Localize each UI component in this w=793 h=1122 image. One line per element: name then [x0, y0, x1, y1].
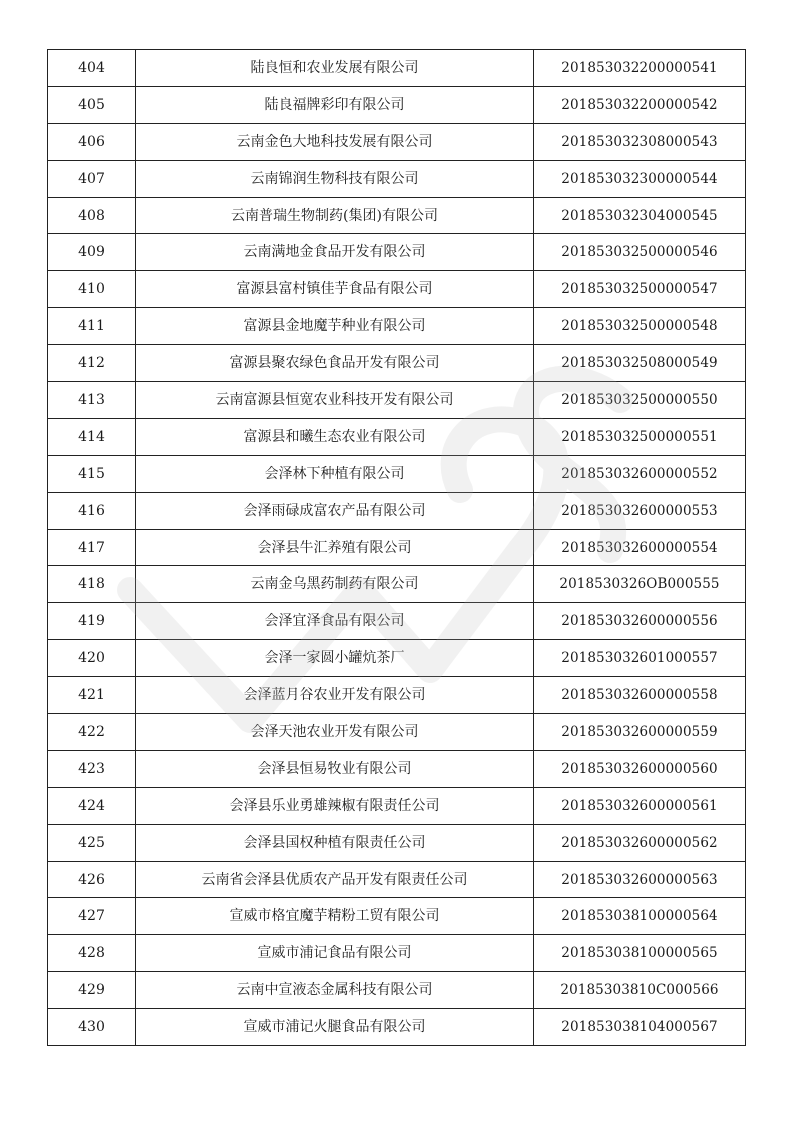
company-name: 宣威市格宜魔芋精粉工贸有限公司	[136, 898, 534, 935]
table-row	[48, 1009, 746, 1046]
row-number: 410	[48, 271, 136, 308]
company-name: 富源县金地魔芋种业有限公司	[136, 308, 534, 345]
company-name: 会泽县国权种植有限责任公司	[136, 824, 534, 861]
table-row	[48, 345, 746, 382]
table-row	[48, 529, 746, 566]
registration-code: 201853032200000542	[534, 86, 746, 123]
row-number: 415	[48, 455, 136, 492]
registration-code: 201853032308000543	[534, 123, 746, 160]
company-name: 陆良福牌彩印有限公司	[136, 86, 534, 123]
company-name: 云南金色大地科技发展有限公司	[136, 123, 534, 160]
registration-code: 20185303810C000566	[534, 972, 746, 1009]
registration-code: 201853038104000567	[534, 1009, 746, 1046]
table-row	[48, 86, 746, 123]
table-row	[48, 861, 746, 898]
registration-code: 201853032600000558	[534, 677, 746, 714]
table-row	[48, 271, 746, 308]
company-name: 云南金乌黑药制药有限公司	[136, 566, 534, 603]
company-name: 会泽宜泽食品有限公司	[136, 603, 534, 640]
row-number: 426	[48, 861, 136, 898]
company-name: 云南富源县恒宽农业科技开发有限公司	[136, 382, 534, 419]
registration-code: 2018530326OB000555	[534, 566, 746, 603]
registration-code: 201853032600000553	[534, 492, 746, 529]
table-row	[48, 308, 746, 345]
company-name: 富源县和曦生态农业有限公司	[136, 418, 534, 455]
registration-code: 201853038100000564	[534, 898, 746, 935]
company-name: 宣威市浦记火腿食品有限公司	[136, 1009, 534, 1046]
row-number: 427	[48, 898, 136, 935]
registration-code: 201853032600000552	[534, 455, 746, 492]
registration-code: 201853032500000546	[534, 234, 746, 271]
registration-code: 201853032601000557	[534, 640, 746, 677]
row-number: 419	[48, 603, 136, 640]
row-number: 413	[48, 382, 136, 419]
table-row	[48, 787, 746, 824]
company-name: 云南中宣液态金属科技有限公司	[136, 972, 534, 1009]
row-number: 425	[48, 824, 136, 861]
table-row	[48, 123, 746, 160]
registration-code: 201853032508000549	[534, 345, 746, 382]
table-row	[48, 677, 746, 714]
row-number: 412	[48, 345, 136, 382]
table-row	[48, 750, 746, 787]
row-number: 428	[48, 935, 136, 972]
registration-code: 201853032600000556	[534, 603, 746, 640]
company-name: 宣威市浦记食品有限公司	[136, 935, 534, 972]
company-name: 会泽县牛汇养殖有限公司	[136, 529, 534, 566]
registration-code: 201853032200000541	[534, 50, 746, 87]
table-body	[48, 50, 746, 1046]
row-number: 408	[48, 197, 136, 234]
company-name: 会泽县恒易牧业有限公司	[136, 750, 534, 787]
table-row	[48, 898, 746, 935]
company-name: 云南普瑞生物制药(集团)有限公司	[136, 197, 534, 234]
row-number: 416	[48, 492, 136, 529]
row-number: 422	[48, 714, 136, 751]
company-name: 会泽林下种植有限公司	[136, 455, 534, 492]
row-number: 418	[48, 566, 136, 603]
table-row	[48, 640, 746, 677]
table-row	[48, 197, 746, 234]
company-name: 云南满地金食品开发有限公司	[136, 234, 534, 271]
row-number: 420	[48, 640, 136, 677]
table-row	[48, 160, 746, 197]
company-name: 富源县富村镇佳芋食品有限公司	[136, 271, 534, 308]
row-number: 404	[48, 50, 136, 87]
row-number: 411	[48, 308, 136, 345]
table-row	[48, 234, 746, 271]
table-row	[48, 455, 746, 492]
table-row	[48, 714, 746, 751]
row-number: 424	[48, 787, 136, 824]
enterprise-registry-table	[47, 49, 746, 1046]
registration-code: 201853032600000554	[534, 529, 746, 566]
registration-code: 201853032304000545	[534, 197, 746, 234]
table-row	[48, 418, 746, 455]
company-name: 会泽一家圆小罐炕茶厂	[136, 640, 534, 677]
row-number: 429	[48, 972, 136, 1009]
registration-code: 201853032300000544	[534, 160, 746, 197]
company-name: 云南省会泽县优质农产品开发有限责任公司	[136, 861, 534, 898]
table-row	[48, 603, 746, 640]
row-number: 414	[48, 418, 136, 455]
table-row	[48, 492, 746, 529]
registration-code: 201853032500000551	[534, 418, 746, 455]
row-number: 430	[48, 1009, 136, 1046]
company-name: 富源县聚农绿色食品开发有限公司	[136, 345, 534, 382]
company-name: 陆良恒和农业发展有限公司	[136, 50, 534, 87]
table-row	[48, 566, 746, 603]
company-name: 会泽雨碌成富农产品有限公司	[136, 492, 534, 529]
table-row	[48, 824, 746, 861]
row-number: 417	[48, 529, 136, 566]
registration-code: 201853032500000547	[534, 271, 746, 308]
row-number: 409	[48, 234, 136, 271]
table-row	[48, 382, 746, 419]
registration-code: 201853032600000561	[534, 787, 746, 824]
registration-code: 201853032500000550	[534, 382, 746, 419]
registration-code: 201853032600000562	[534, 824, 746, 861]
registration-code: 201853032500000548	[534, 308, 746, 345]
row-number: 406	[48, 123, 136, 160]
row-number: 423	[48, 750, 136, 787]
company-name: 会泽蓝月谷农业开发有限公司	[136, 677, 534, 714]
table-row	[48, 972, 746, 1009]
registration-code: 201853032600000563	[534, 861, 746, 898]
company-name: 云南锦润生物科技有限公司	[136, 160, 534, 197]
row-number: 405	[48, 86, 136, 123]
company-name: 会泽县乐业勇雄辣椒有限责任公司	[136, 787, 534, 824]
registration-code: 201853038100000565	[534, 935, 746, 972]
table-row	[48, 935, 746, 972]
row-number: 407	[48, 160, 136, 197]
table-row	[48, 50, 746, 87]
company-name: 会泽天池农业开发有限公司	[136, 714, 534, 751]
registration-code: 201853032600000560	[534, 750, 746, 787]
row-number: 421	[48, 677, 136, 714]
registration-code: 201853032600000559	[534, 714, 746, 751]
